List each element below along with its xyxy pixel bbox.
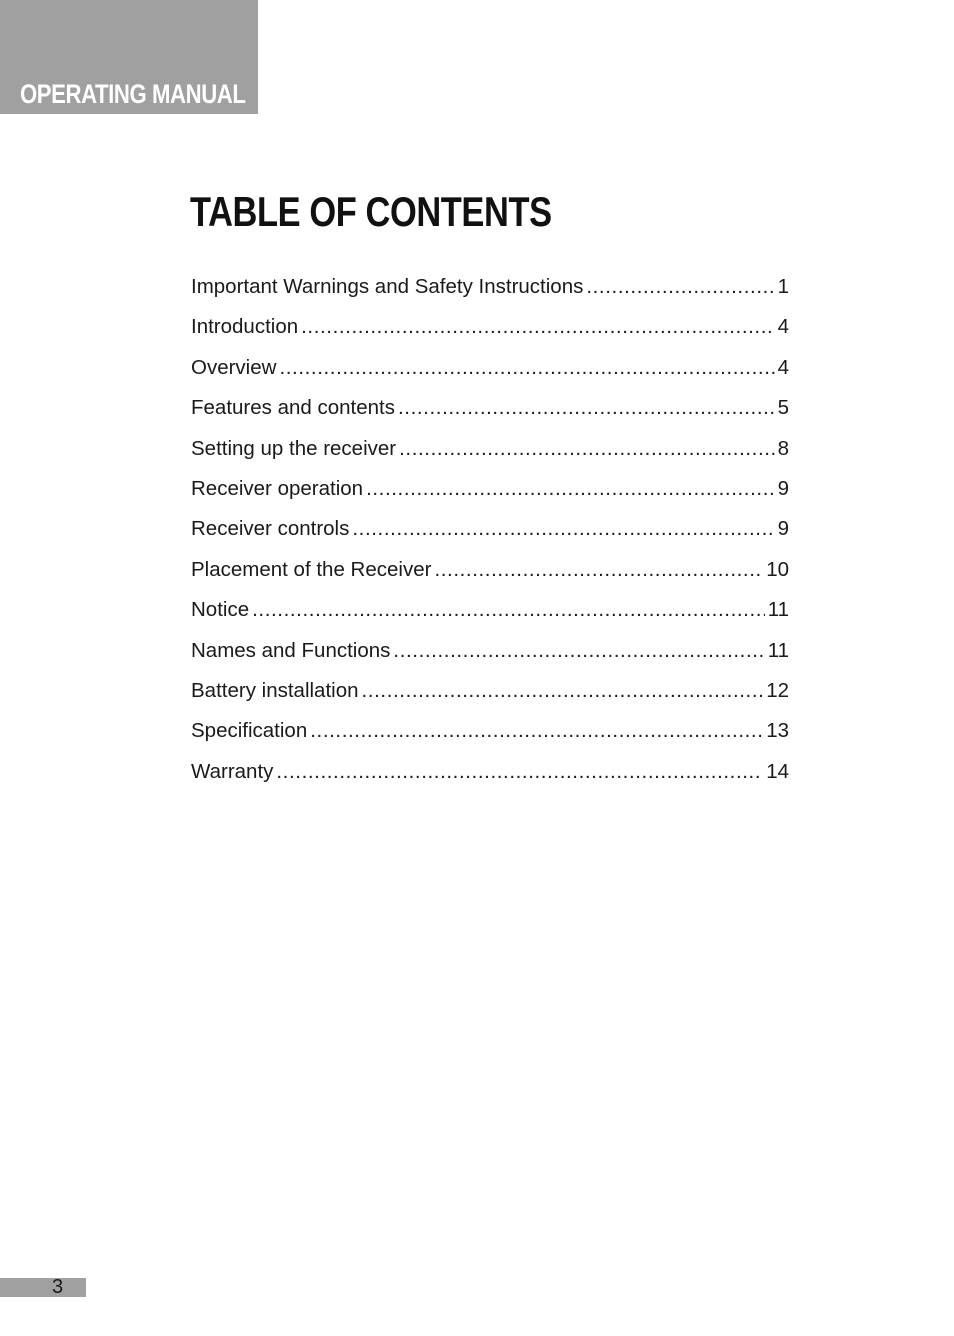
- toc-entry-title: Important Warnings and Safety Instructions: [191, 275, 584, 298]
- toc-entry[interactable]: [191, 590, 789, 630]
- toc-entry-page: 4: [777, 315, 789, 339]
- dot-leader: [398, 388, 775, 428]
- toc-entry-page: 4: [777, 355, 789, 379]
- toc-entry-page: 9: [777, 476, 789, 500]
- footer-page-bar: [0, 1278, 86, 1297]
- toc-entry[interactable]: [191, 307, 789, 347]
- dot-leader: [352, 509, 774, 549]
- toc-entry-page: 12: [766, 678, 789, 702]
- toc-entry-title: Features and contents: [191, 396, 395, 420]
- toc-list: [191, 267, 789, 792]
- dot-leader: [252, 590, 765, 630]
- dot-leader: [586, 267, 774, 307]
- toc-entry-page: 11: [767, 638, 789, 662]
- toc-entry-page: 9: [777, 517, 789, 541]
- page-number: 3: [52, 1276, 64, 1298]
- toc-entry[interactable]: [191, 711, 789, 751]
- toc-entry[interactable]: [191, 631, 789, 671]
- toc-entry-title: Introduction: [191, 315, 299, 339]
- toc-entry[interactable]: [191, 550, 789, 590]
- toc-entry-title: Setting up the receiver: [191, 436, 397, 460]
- toc-entry-title: Receiver operation: [191, 476, 364, 500]
- toc-entry[interactable]: [191, 509, 789, 549]
- toc-entry[interactable]: [191, 348, 789, 388]
- toc-entry-title: Specification: [191, 719, 308, 743]
- dot-leader: [310, 711, 763, 751]
- toc-entry[interactable]: [191, 429, 789, 469]
- toc-entry-title: Overview: [191, 355, 277, 379]
- dot-leader: [434, 550, 763, 590]
- toc-entry[interactable]: [191, 752, 789, 792]
- dot-leader: [399, 429, 774, 469]
- dot-leader: [366, 469, 775, 509]
- toc-entry-page: 8: [777, 436, 789, 460]
- toc-entry-page: 5: [777, 396, 789, 420]
- toc-entry-title: Placement of the Receiver: [191, 557, 432, 581]
- toc-entry-title: Names and Functions: [191, 638, 391, 662]
- toc-entry[interactable]: [191, 671, 789, 711]
- toc-entry-page: 14: [766, 759, 789, 783]
- toc-title: TABLE OF CONTENTS: [190, 188, 552, 235]
- dot-leader: [279, 348, 774, 388]
- toc-entry-title: Notice: [191, 598, 250, 622]
- toc-entry-title: Warranty: [191, 759, 274, 783]
- header-tab: [0, 0, 258, 114]
- toc-entry-page: 10: [766, 557, 789, 581]
- toc-entry[interactable]: [191, 267, 789, 307]
- dot-leader: [362, 671, 764, 711]
- toc-entry-page: 1: [777, 275, 789, 298]
- toc-entry-page: 13: [766, 719, 789, 743]
- dot-leader: [393, 631, 764, 671]
- toc-entry[interactable]: [191, 388, 789, 428]
- toc-entry-page: 11: [767, 598, 789, 622]
- toc-entry[interactable]: [191, 469, 789, 509]
- manual-header-label: OPERATING MANUAL: [20, 79, 246, 109]
- toc-entry-title: Battery installation: [191, 678, 359, 702]
- dot-leader: [276, 752, 763, 792]
- dot-leader: [301, 307, 774, 347]
- toc-entry-title: Receiver controls: [191, 517, 350, 541]
